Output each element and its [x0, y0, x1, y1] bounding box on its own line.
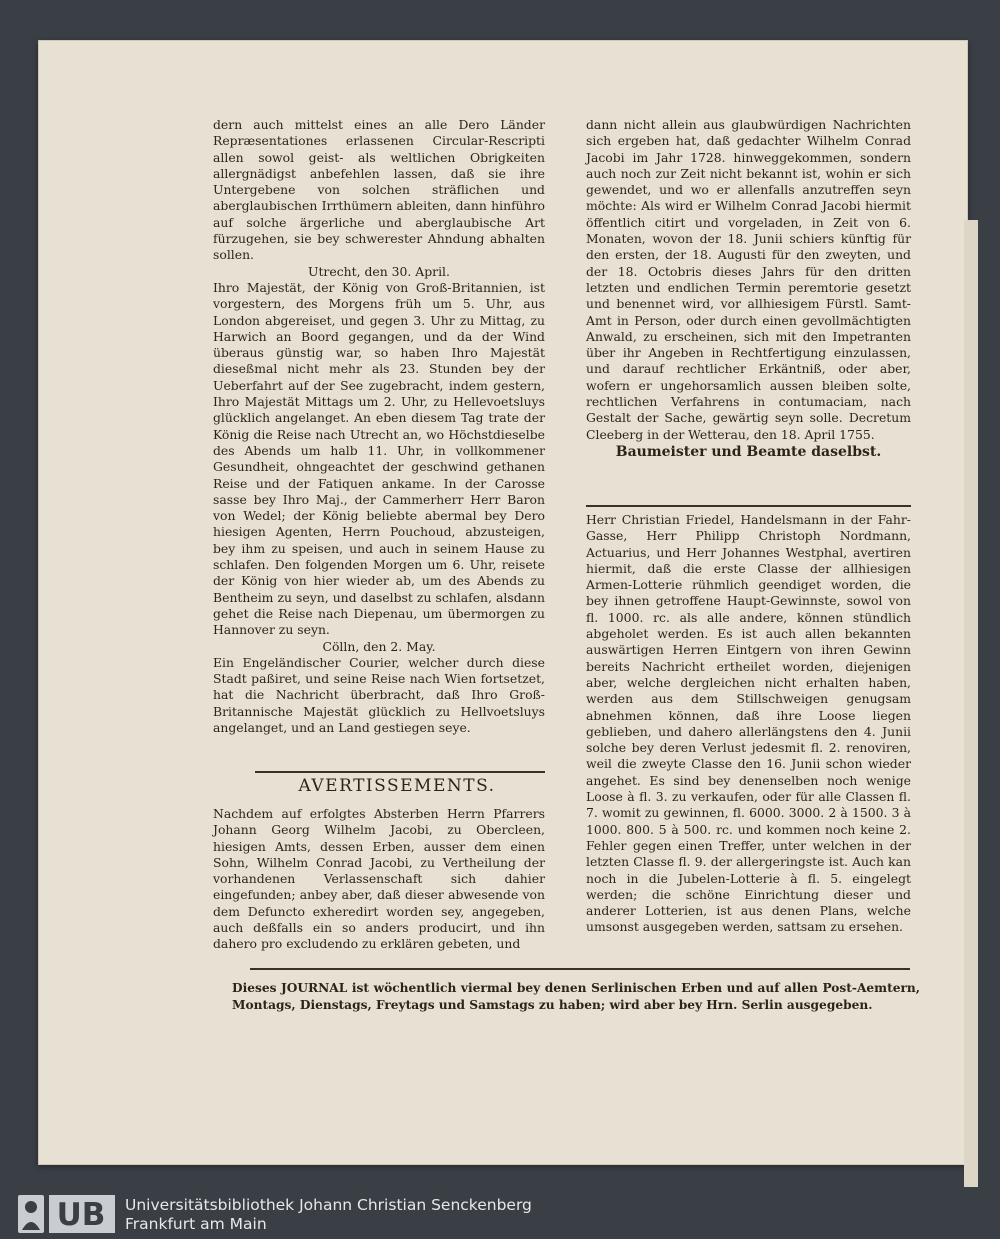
advertisement-text: [213, 806, 545, 953]
article-paragraph: dern auch mittelst eines an alle Dero Länder Repræsentationes erlassenen Circular-Rescripti allen sowol geist- als weltlichen Obrigkeiten allergnädigst anbefehlen lassen, daß sie ihre Untergebene von solchen sträflichen und aberglaubischen Irrthümern ableiten, dann hinführo auf solche ärgerliche und aberglaubische Art fürzugehen, sie bey schwerester Ahndung abhalten sollen.: [213, 117, 545, 263]
library-name-line1: Universitätsbibliothek Johann Christian Senckenberg: [125, 1196, 532, 1214]
right-column: [586, 117, 911, 461]
article-paragraph: Ein Engeländischer Courier, welcher durch diese Stadt paßiret, und seine Reise nach Wien fortsetzet, hat die Nachricht überbracht, daß Ihro Groß-Britannische Majestät glücklich zu Hellvoetsluys angelanget, und an Land gestiegen seye.: [213, 654, 545, 735]
advertisements-heading: AVERTISSEMENTS.: [298, 776, 496, 796]
section-divider: [255, 771, 545, 773]
dateline: Cölln, den 2. May.: [322, 638, 436, 654]
lottery-notice: [586, 512, 911, 936]
signature: Baumeister und Beamte daselbst.: [615, 443, 882, 460]
logo-text: UB: [56, 1197, 106, 1233]
article-paragraph: Herr Christian Friedel, Handelsmann in der Fahr-Gasse, Herr Philipp Christoph Nordmann, Actuarius, und Herr Johannes Westphal, avertiren hiermit, daß die erste Classe der allhiesigen Armen-Lotterie rühmlich geendiget worden, die bey ihnen getroffene Haupt-Gewinnste, sowol von fl. 1000. rc. als alle andere, können stündlich abgeholet werden. Es ist auch allen bekannten auswärtigen Herren Eintgern von ihren Gewinn bereits Nachricht ertheilet worden, diejenigen aber, welche dergleichen nicht erhalten haben, werden aus dem Stillschweigen genugsam abnehmen können, daß ihre Loose liegen geblieben, und dahero allerlängstens den 4. Junii solche bey deren Verlust jedesmit fl. 2. renoviren, weil die zweyte Classe den 16. Junii schon wieder angehet. Es sind bey denenselben noch wenige Loose à fl. 3. zu verkaufen, oder für alle Classen fl. 7. womit zu gewinnen, fl. 6000. 3000. 2 à 1500. 3 à 1000. 800. 5 à 500. rc. und kommen noch keine 2. Fehler gegen einen Treffer, unter welchen in der letzten Classe fl. 9. der allergeringste ist. Auch kan noch in die Jubelen-Lotterie à fl. 5. eingelegt werden; die schöne Einrichtung dieser und anderer Lotterien, ist aus denen Plans, welche umsonst ausgegeben werden, sattsam zu ersehen.: [586, 512, 911, 935]
footer-divider: [250, 968, 910, 970]
journal-footer: Dieses JOURNAL ist wöchentlich viermal bey denen Serlinischen Erben und auf allen Post-Aemtern, Montags, Dienstags, Freytags und Samstags zu haben; wird aber bey Hrn. Serlin ausgegeben.: [232, 981, 920, 1012]
article-paragraph: Nachdem auf erfolgtes Absterben Herrn Pfarrers Johann Georg Wilhelm Jacobi, zu Obercleen, hiesigen Amts, dessen Erben, ausser dem einen Sohn, Wilhelm Conrad Jacobi, zu Vertheilung der vorhandenen Verlassenschaft sich dahier eingefunden; anbey aber, daß dieser abwesende von dem Defuncto exheredirt worden sey, angegeben, auch deßfalls ein so anders producirt, und ihn dahero pro excludendo zu erklären gebeten, und: [213, 806, 545, 952]
left-column: [213, 117, 545, 736]
library-name: [125, 1196, 532, 1234]
article-paragraph: Ihro Majestät, der König von Groß-Britannien, ist vorgestern, des Morgens früh um 5. Uhr, aus London abgereiset, und gegen 3. Uhr zu Mittag, zu Harwich an Boord gegangen, und da der Wind überaus günstig war, so haben Ihro Majestät dieseßmal nicht mehr als 23. Stunden bey der Ueberfahrt auf der See zugebracht, indem gestern, Ihro Majestät Mittags um 2. Uhr, zu Hellevoetsluys glücklich angelanget. An eben diesem Tag trate der König die Reise nach Utrecht an, wo Höchstdieselbe des Abends um halb 11. Uhr, in vollkommener Gesundheit, ohngeachtet der geschwind gethanen Reise und der Fatiquen ankame. In der Carosse sasse bey Ihro Maj., der Cammerherr Herr Baron von Wedel; der König beliebte abermal bey Dero hiesigen Agenten, Herrn Pouchoud, abzusteigen, bey ihm zu speisen, und auch in seinem Hause zu schlafen. Den folgenden Morgen um 6. Uhr, reisete der König von hier wieder ab, um des Abends zu Bentheim zu seyn, und daselbst zu schlafen, alsdann gehet die Reise nach Diepenau, um übermorgen zu Hannover zu seyn.: [213, 279, 545, 638]
dateline: Utrecht, den 30. April.: [308, 263, 450, 279]
section-divider: [586, 505, 911, 507]
library-name-line2: Frankfurt am Main: [125, 1215, 267, 1233]
article-paragraph: dann nicht allein aus glaubwürdigen Nachrichten sich ergeben hat, daß gedachter Wilhelm Conrad Jacobi im Jahr 1728. hinweggekommen, sondern auch noch zur Zeit nicht bekannt ist, wohin er sich gewendet, und wo er allenfalls anzutreffen seyn möchte: Als wird er Wilhelm Conrad Jacobi hiermit öffentlich citirt und vorgeladen, in Zeit von 6. Monaten, wovon der 18. Junii schiers künftig für den ersten, der 18. Augusti für den zweyten, und der 18. Octobris dieses Jahrs für den dritten letzten und endlichen Termin peremtorie gesetzt und benennet wird, vor allhiesigem Fürstl. Samt-Amt in Person, oder durch einen gevollmächtigten Anwald, zu erscheinen, sich mit den Impetranten über ihr Angeben in Rechtfertigung einzulassen, und darauf rechtlicher Erkäntniß, oder aber, wofern er ungehorsamlich aussen bleiben solte, rechtlichen Verfahrens in contumaciam, nach Gestalt der Sache, gewärtig seyn solle. Decretum Cleeberg in der Wetterau, den 18. April 1755.: [586, 117, 911, 442]
